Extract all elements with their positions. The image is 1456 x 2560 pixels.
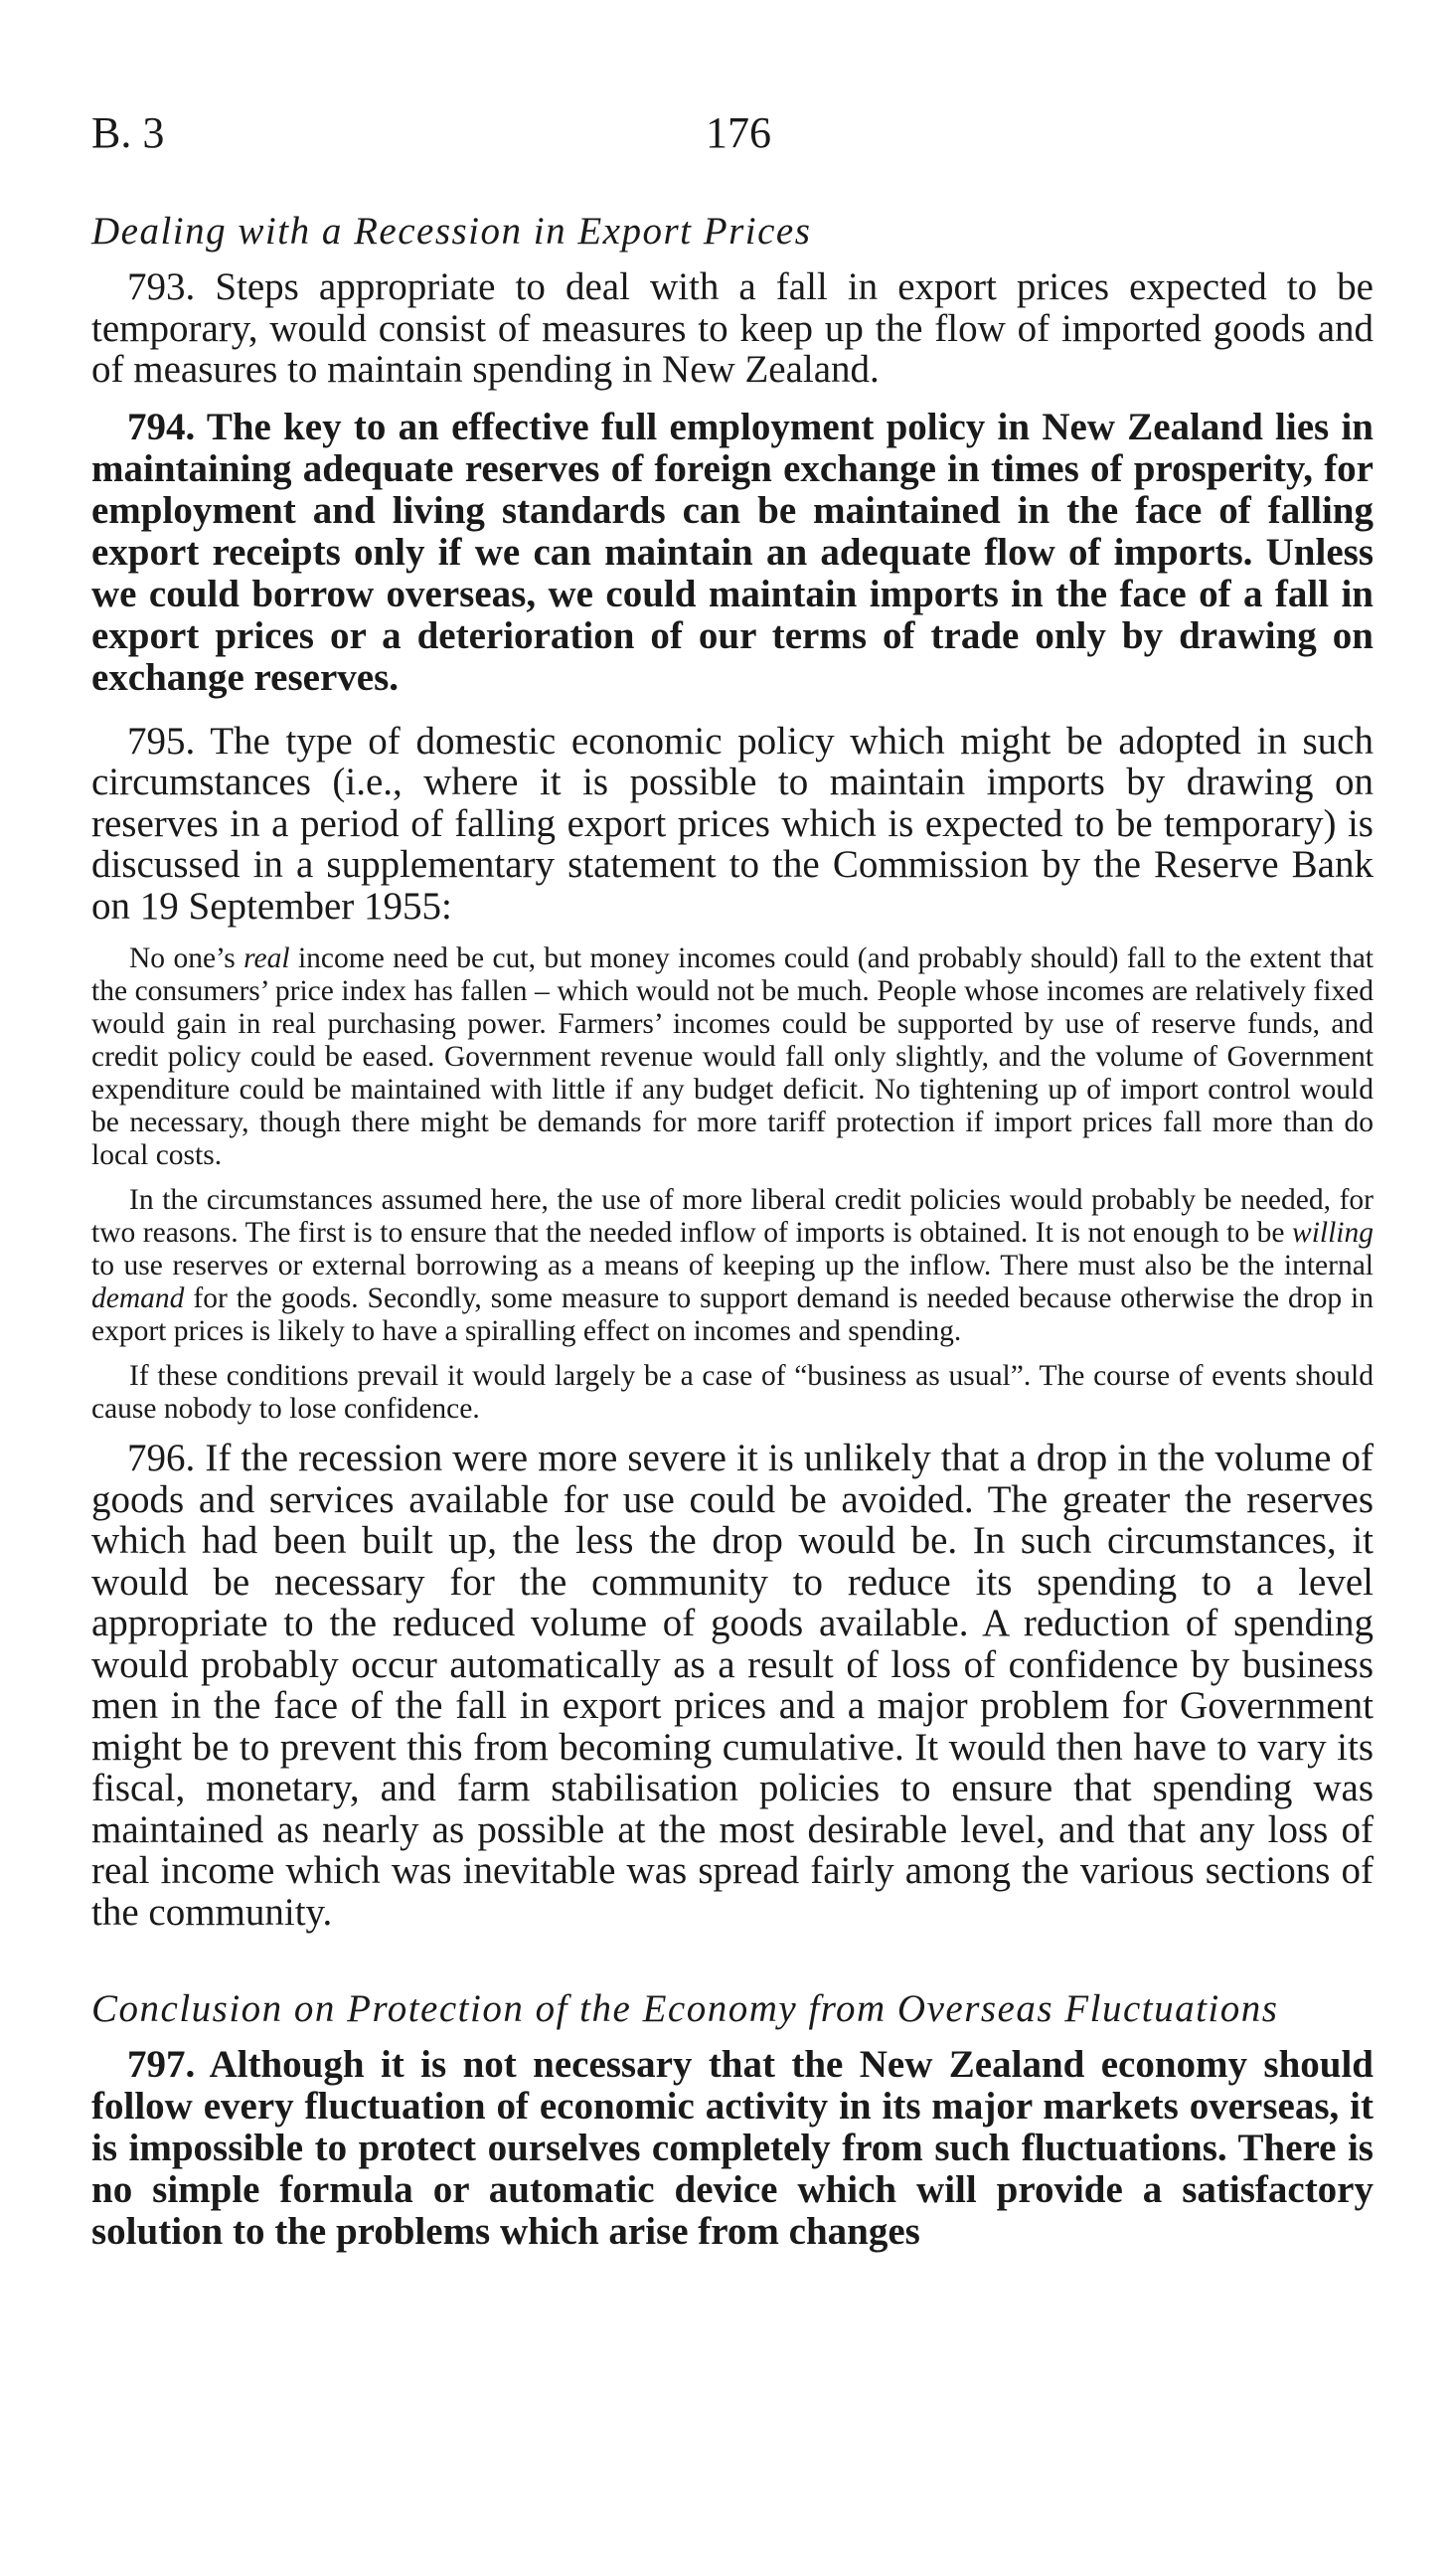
quotation-2 — [91, 1184, 1374, 1348]
section-spacer — [91, 1949, 1374, 1986]
quotation-1-text-b: income need be cut, but money incomes could (and probably should) fall to the extent that the consumers’ price index has fallen – which would not be much. People whose incomes are relatively fixed would gain in real purchasing power. Farmers’ incomes could be supported by use of reserve funds, and credit policy could be eased. Government revenue would fall only slightly, and the volume of Government expenditure could be maintained with little if any budget deficit. No tightening up of import control would be necessary, though there might be demands for more tariff protection if import prices fall more than do local costs. — [91, 942, 1375, 1171]
quotation-1-emphasis: real — [243, 942, 290, 974]
quotation-2-text-a: In the circumstances assumed here, the use of more liberal credit policies would probably be needed, for two reasons. The first is to ensure that the needed inflow of imports is obtained. It is not enough to be — [91, 1184, 1374, 1249]
page-body — [91, 209, 1374, 2275]
paragraph-797: 797. Although it is not necessary that the New Zealand economy should follow every fluctuation of economic activity in its major markets overseas, it is impossible to protect ourselves completely from such fluctuations. There is no simple formula or automatic device which will provide a satisfactory solution to the problems which arise from changes — [91, 2043, 1374, 2253]
quotation-1 — [91, 942, 1374, 1172]
page-number: 176 — [706, 108, 771, 157]
document-reference: B. 3 — [91, 108, 165, 157]
page-header — [91, 107, 1374, 167]
paragraph-796: 796. If the recession were more severe it is unlikely that a drop in the volume of goods and services available for use could be avoided. The greater the reserves which had been built up, the less the drop would be. In such circumstances, it would be necessary for the community to reduce its spending to a level appropriate to the reduced volume of goods available. A reduction of spending would probably occur automatically as a result of loss of confidence by business men in the face of the fall in export prices and a major problem for Government might be to prevent this from becoming cumulative. It would then have to vary its fiscal, monetary, and farm stabilisation policies to ensure that spending was maintained as nearly as possible at the most desirable level, and that any loss of real income which was inevitable was spread fairly among the various sections of the community. — [91, 1437, 1374, 1934]
quotation-3: If these conditions prevail it would largely be a case of “business as usual”. The course of events should cause nobody to lose confidence. — [91, 1360, 1374, 1425]
section-heading-recession: Dealing with a Recession in Export Prices — [91, 210, 812, 253]
quotation-2-text-c: for the goods. Secondly, some measure to support demand is needed because otherwise the drop in export prices is likely to have a spiralling effect on incomes and spending. — [91, 1282, 1374, 1347]
quotation-2-text-b: to use reserves or external borrowing as a means of keeping up the inflow. There must also be the internal — [91, 1250, 1374, 1281]
paragraph-793: 793. Steps appropriate to deal with a fall in export prices expected to be temporary, would consist of measures to keep up the flow of imported goods and of measures to maintain spending in New Zealand. — [91, 265, 1374, 391]
paragraph-795: 795. The type of domestic economic policy which might be adopted in such circumstances (i.e., where it is possible to maintain imports by drawing on reserves in a period of falling export prices which is expected to be temporary) is discussed in a supplementary statement to the Commission by the Reserve Bank on 19 September 1955: — [91, 719, 1374, 928]
quotation-2-emphasis-2: demand — [91, 1282, 185, 1314]
section-heading-conclusion: Conclusion on Protection of the Economy from Overseas Fluctuations — [91, 1987, 1279, 2030]
quotation-1-text-a: No one’s — [129, 942, 244, 974]
quotation-2-emphasis-1: willing — [1292, 1217, 1374, 1249]
paragraph-794: 794. The key to an effective full employment policy in New Zealand lies in maintaining adequate reserves of foreign exchange in times of prosperity, for employment and living standards can be maintained in the face of falling export receipts only if we can maintain an adequate flow of imports. Unless we could borrow overseas, we could maintain imports in the face of a fall in export prices or a deterioration of our terms of trade only by drawing on exchange reserves. — [91, 405, 1374, 699]
